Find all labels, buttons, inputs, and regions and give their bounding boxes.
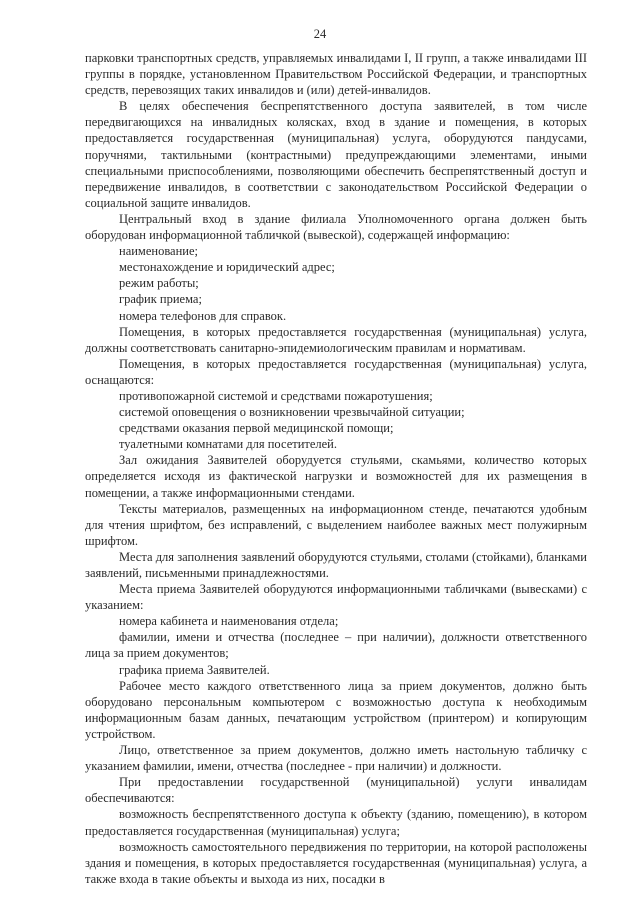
list-item: режим работы; [119,276,199,291]
list-item: противопожарной системой и средствами пожаротушения; [119,388,433,403]
paragraph: Помещения, в которых предоставляется государственная (муниципальная) услуга, оснащаются: [85,356,587,387]
paragraph: Рабочее место каждого ответственного лица за прием документов, должно быть оборудовано персональным компьютером с возможностью доступа к необходимым информационным базам данных, печатающим устройством (принтером) и копирующим устройством. [85,678,587,741]
paragraph: Лицо, ответственное за прием документов, должно иметь настольную табличку с указанием фамилии, имени, отчества (последнее - при наличии) и должности. [85,743,587,774]
paragraph: Места приема Заявителей оборудуются информационными табличками (вывесками) с указанием: [85,582,587,613]
paragraph: Тексты материалов, размещенных на информационном стенде, печатаются удобным для чтения шрифтом, без исправлений, с выделением наиболее важных мест полужирным шрифтом. [85,501,587,548]
paragraph: Центральный вход в здание филиала Уполномоченного органа должен быть оборудован информационной табличкой (вывеской), содержащей информацию: [85,211,587,243]
list-item: номера кабинета и наименования отдела; [119,614,339,629]
list-item: местонахождение и юридический адрес; [119,260,335,275]
list-item: средствами оказания первой медицинской помощи; [119,421,394,436]
paragraph: Места для заполнения заявлений оборудуются стульями, столами (стойками), бланками заявлений, письменными принадлежностями. [85,549,587,580]
paragraph: Зал ожидания Заявителей оборудуется стульями, скамьями, количество которых определяется исходя из фактической нагрузки и возможностей для их размещения в помещении, а также информационными стендами. [85,453,587,500]
paragraph: При предоставлении государственной (муниципальной) услуги инвалидам обеспечиваются: [85,775,587,806]
list-item: возможность беспрепятственного доступа к объекту (зданию, помещению), в котором предоставляется государственная (муниципальная) услуга; [85,807,587,838]
list-item: график приема; [119,292,202,307]
list-item: фамилии, имени и отчества (последнее – при наличии), должности ответственного лица за прием документов; [85,630,587,661]
list-item: номера телефонов для справок. [119,308,287,323]
list-item: возможность самостоятельного передвижения по территории, на которой расположены здания и помещения, в которых предоставляется государственная (муниципальная) услуга, а также входа в такие объекты и выхода из них, посадки в [85,839,587,886]
list-item: наименование; [119,244,199,259]
paragraph: В целях обеспечения беспрепятственного доступа заявителей, в том числе передвигающихся на инвалидных колясках, вход в здание и помещения, в которых предоставляется государственная (муниципальная) услуга, оборудуются пандусами, поручнями, тактильными (контрастными) предупреждающими элементами, иными специальными приспособлениями, позволяющими обеспечить беспрепятственный доступ и передвижение инвалидов, в соответствии с законодательством Российской Федерации о социальной защите инвалидов. [85,99,587,210]
list-item: системой оповещения о возникновении чрезвычайной ситуации; [119,405,465,420]
list-item: туалетными комнатами для посетителей. [119,437,337,452]
paragraph: парковки транспортных средств, управляемых инвалидами I, II групп, а также инвалидами III группы в порядке, установленном Правительством Российской Федерации, и транспортных средств, перевозящих таких инвалидов и (или) детей-инвалидов. [85,51,587,98]
paragraph: Помещения, в которых предоставляется государственная (муниципальная) услуга, должны соответствовать санитарно-эпидемиологическим правилам и нормативам. [85,324,587,355]
page-number: 24 [313,27,327,41]
list-item: графика приема Заявителей. [119,662,270,677]
document-body [85,50,587,887]
